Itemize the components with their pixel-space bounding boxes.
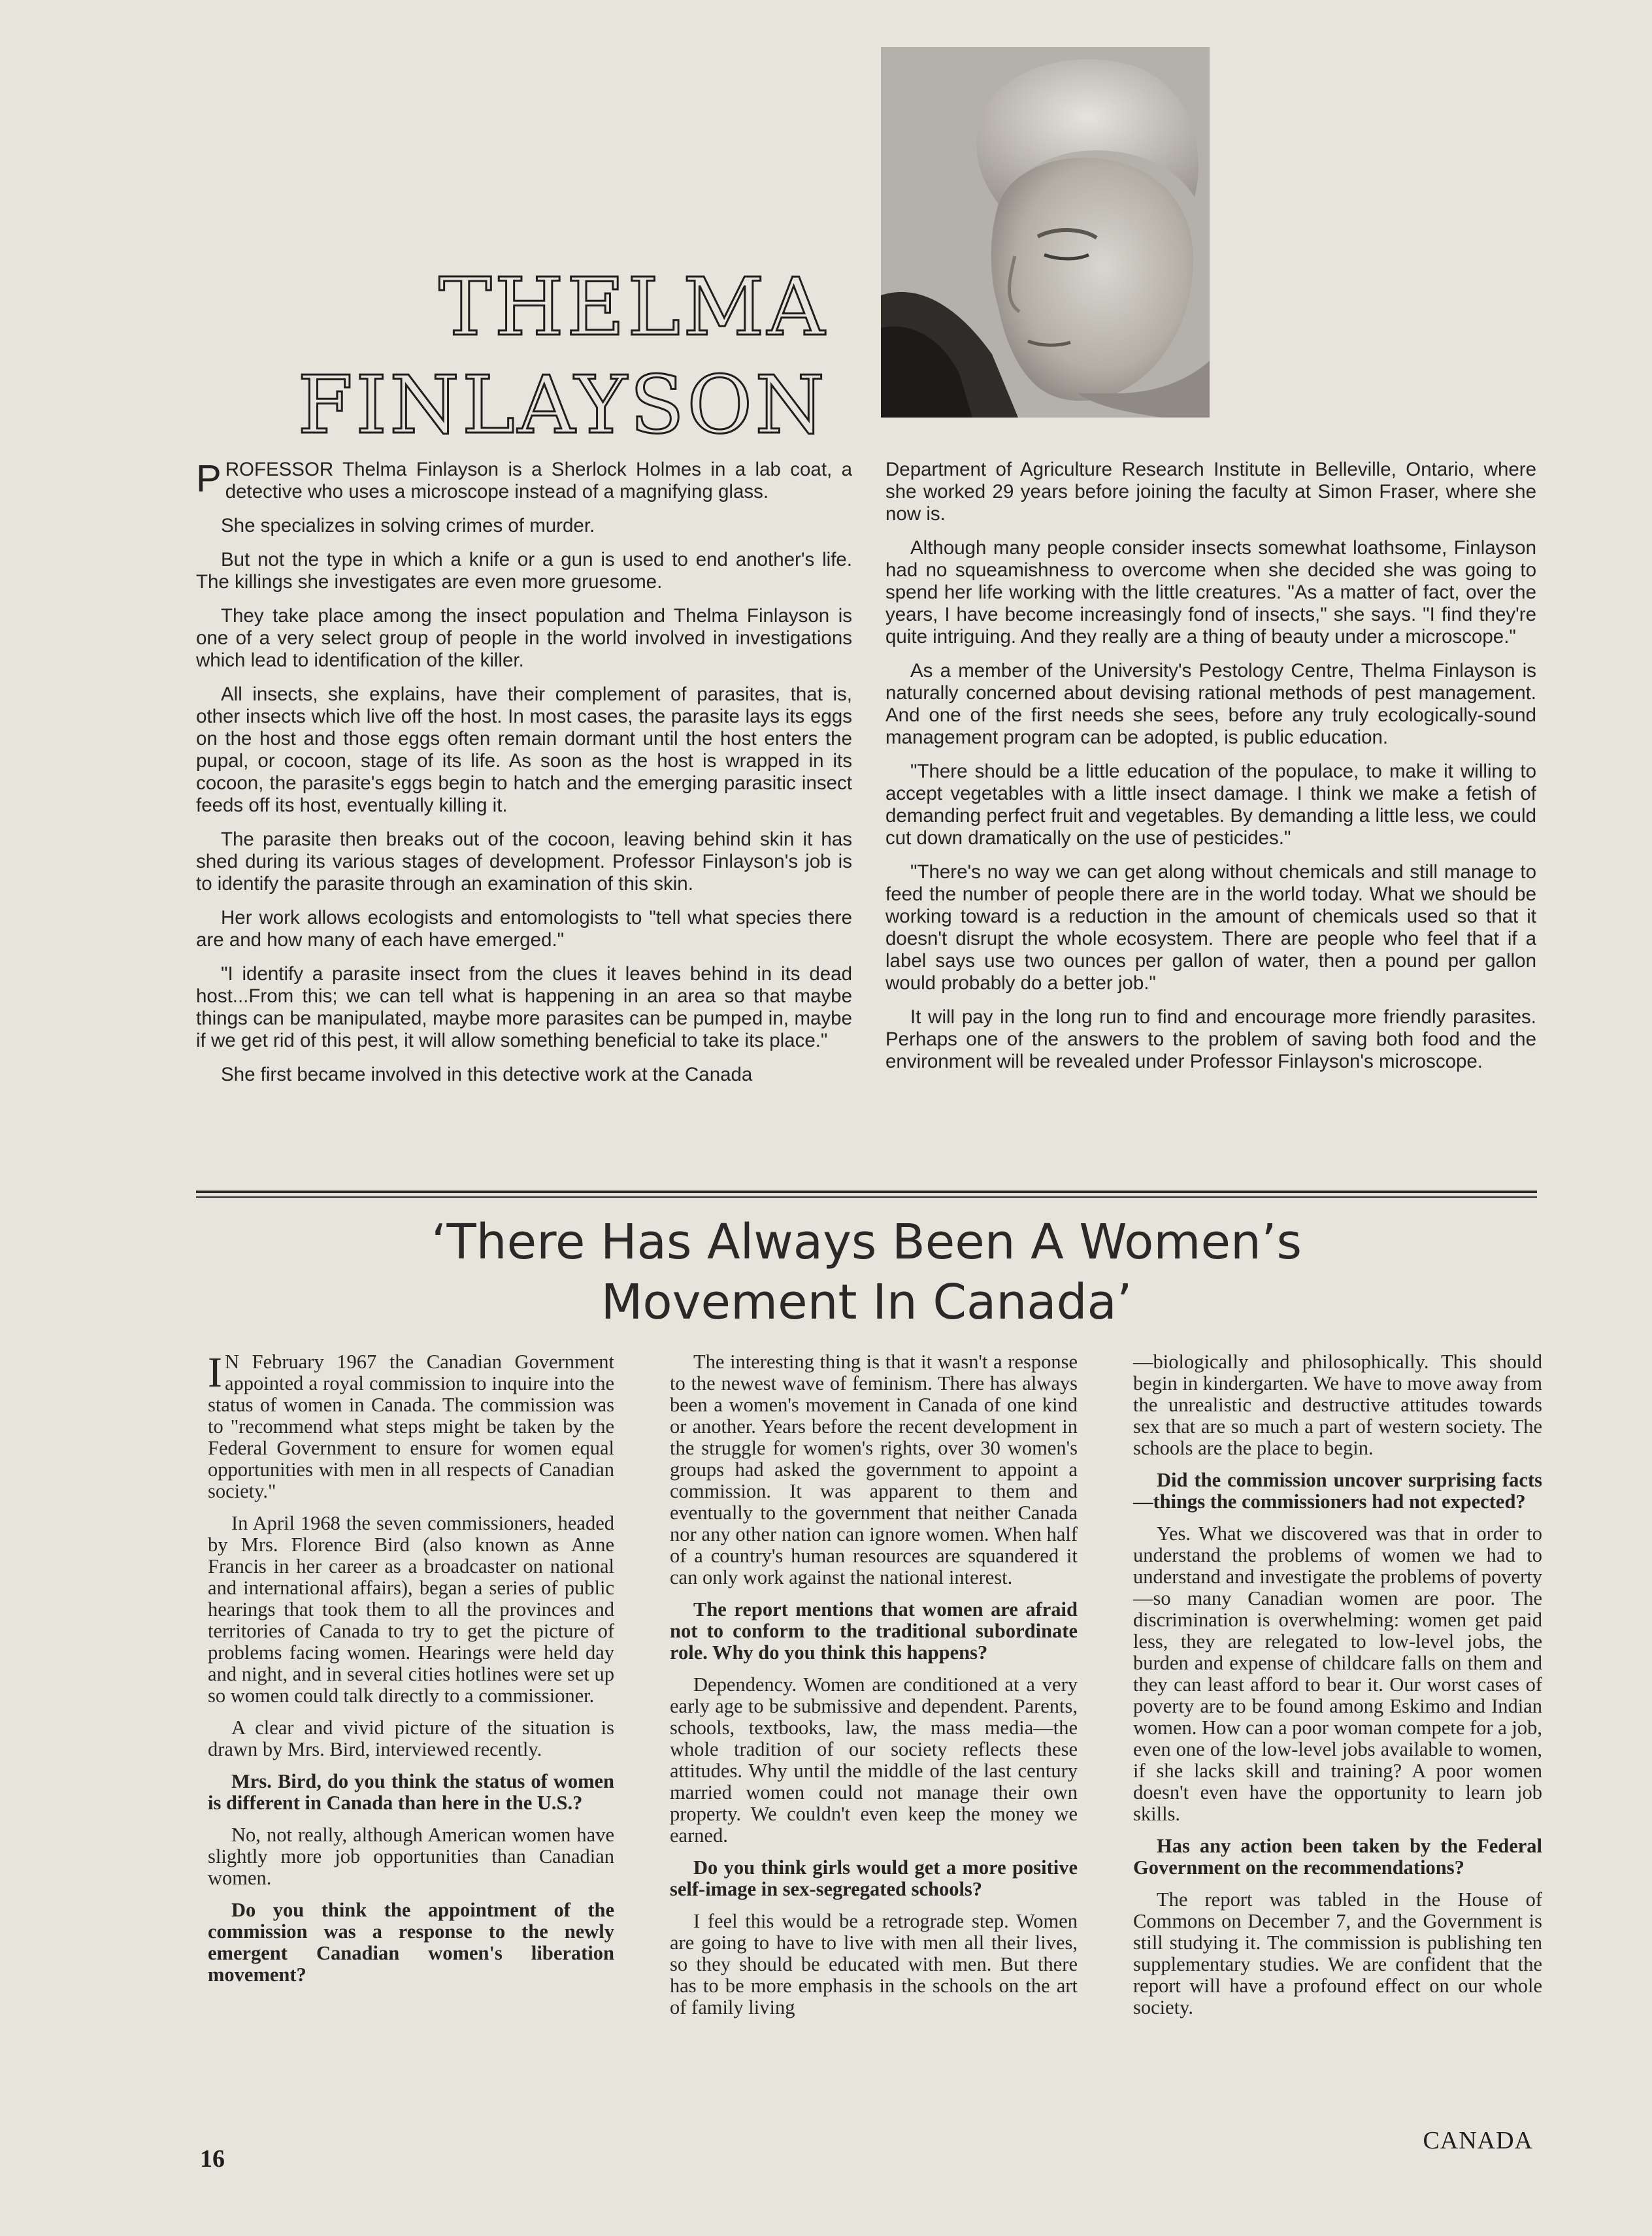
paragraph: They take place among the insect population and Thelma Finlayson is one of a very select group of people in the world involved in investigations which lead to identification of the killer. [196, 605, 852, 671]
paragraph: Dependency. Women are conditioned at a very early age to be submissive and dependent. Parents, schools, textbooks, law, the mass media—the whole tradition of our society reflects these attitudes. Why until the middle of the last century married women could not manage their own property. We couldn't even keep the money we earned. [670, 1673, 1078, 1847]
paragraph: Although many people consider insects somewhat loathsome, Finlayson had no squeamishness to overcome when she decided she was going to spend her life working with the little creatures. "As a matter of fact, over the years, I have become increasingly fond of insects," she says. "I find they're quite intriguing. And they really are a thing of beauty under a microscope." [885, 537, 1536, 648]
interview-column-2 [670, 1351, 1078, 2029]
paragraph: But not the type in which a knife or a gun is used to end another's life. The killings she investigates are even more gruesome. [196, 549, 852, 593]
paragraph: Her work allows ecologists and entomologists to "tell what species there are and how many of each have emerged." [196, 907, 852, 951]
interview-question: Do you think girls would get a more positive self-image in sex-segregated schools? [670, 1856, 1078, 1900]
paragraph: It will pay in the long run to find and encourage more friendly parasites. Perhaps one of the answers to the problem of saving both food and the environment will be revealed under Professor Finlayson's microscope. [885, 1006, 1536, 1072]
interview-question: Did the commission uncover surprising facts—things the commissioners had not expected? [1133, 1469, 1542, 1513]
paragraph: The report was tabled in the House of Commons on December 7, and the Government is still studying it. The commission is publishing ten supplementary studies. We are confident that the report will have a profound effect on our whole society. [1133, 1888, 1542, 2018]
paragraph: She first became involved in this detective work at the Canada [221, 1064, 753, 1085]
interview-column-3 [1133, 1351, 1542, 2029]
headline-line2: Movement In Canada’ [601, 1274, 1132, 1330]
drop-cap: I [208, 1349, 222, 1396]
portrait-illustration [881, 47, 1210, 418]
footer-label: CANADA [1423, 2127, 1533, 2154]
paragraph: As a member of the University's Pestology Centre, Thelma Finlayson is naturally concerned about devising rational methods of pest management. And one of the first needs she sees, before any truly ecologically-sound management program can be adopted, is public education. [885, 660, 1536, 748]
paragraph: A clear and vivid picture of the situation is drawn by Mrs. Bird, interviewed recently. [208, 1717, 614, 1760]
paragraph: The interesting thing is that it wasn't a response to the newest wave of feminism. There has always been a women's movement in Canada of one kind or another. Years before the recent development in the struggle for women's rights, over 30 women's groups had asked the government to appoint a commission. It was apparent to them and eventually to the government that neither Canada nor any other nation can ignore women. When half of a country's human resources are squandered it can only work against the national interest. [670, 1351, 1078, 1588]
paragraph: The parasite then breaks out of the cocoon, leaving behind skin it has shed during its various stages of development. Professor Finlayson's job is to identify the parasite through an examination of this skin. [196, 829, 852, 895]
paragraph: PROFESSOR Thelma Finlayson is a Sherlock Holmes in a lab coat, a detective who uses a microscope instead of a magnifying glass. [196, 457, 852, 502]
paragraph: No, not really, although American women have slightly more job opportunities than Canadian women. [208, 1824, 614, 1889]
profile-title-line2: FINLAYSON [297, 359, 827, 452]
page-number: 16 [200, 2145, 225, 2173]
paragraph: I N February 1967 the Canadian Government appointed a royal commission to inquire into the status of women in Canada. The commission was to "recommend what steps might be taken by the Federal Government to ensure for women equal opportunities with men in all respects of Canadian society." [208, 1349, 614, 1502]
paragraph: —biologically and philosophically. This should begin in kindergarten. We have to move away from the unrealistic and destructive attitudes towards sex that are so much a part of western society. The schools are the place to begin. [1133, 1351, 1542, 1459]
paragraph: I feel this would be a retrograde step. Women are going to have to live with men all their lives, so they should be educated with men. But there has to be more emphasis in the schools on the art of family living [670, 1910, 1078, 2018]
interview-column-1 [208, 1351, 614, 1996]
profile-column-1 [196, 459, 852, 1098]
section-divider [196, 1191, 1537, 1193]
paragraph: "I identify a parasite insect from the clues it leaves behind in its dead host...From this; we can tell what is happening in an area so that maybe things can be manipulated, maybe more parasites can be pumped in, maybe if we get rid of this pest, it will allow something beneficial to take its place." [196, 963, 852, 1051]
paragraph: "There's no way we can get along without chemicals and still manage to feed the number of people there are in the world today. What we should be working toward is a reduction in the amount of chemicals used so that it doesn't disrupt the whole ecosystem. There are people who feel that if a label says use two ounces per gallon of water, then a pound per gallon would probably do a better job." [885, 861, 1536, 994]
interview-question: Mrs. Bird, do you think the status of women is different in Canada than here in the U.S.? [208, 1770, 614, 1814]
profile-title [297, 258, 827, 454]
interview-question: The report mentions that women are afraid not to conform to the traditional subordinate role. Why do you think this happens? [670, 1598, 1078, 1664]
section-divider-thin [196, 1196, 1537, 1198]
paragraph: Yes. What we discovered was that in order to understand the problems of women we had to understand and investigate the problems of poverty—so many Canadian women are poor. The discrimination is overwhelming: women get paid less, they are relegated to low-level jobs, the burden and expense of childcare falls on them and they can least afford to bear it. Our worst cases of poverty are to be found among Eskimo and Indian women. How can a poor woman compete for a job, even one of the low-level jobs available to women, if she lacks skill and training? A poor women doesn't even have the opportunity to learn job skills. [1133, 1522, 1542, 1825]
portrait-photo [881, 47, 1210, 418]
paragraph: All insects, she explains, have their complement of parasites, that is, other insects which live off the host. In most cases, the parasite lays its eggs on the host and those eggs often remain dormant until the host enters the pupal, or cocoon, stage of its life. As soon as the host is wrapped in its cocoon, the parasite's eggs begin to hatch and the emerging parasitic insect feeds off its host, eventually killing it. [196, 683, 852, 816]
headline-line1: ‘There Has Always Been A Women’s [431, 1214, 1302, 1270]
paragraph: Department of Agriculture Research Institute in Belleville, Ontario, where she worked 29 years before joining the faculty at Simon Fraser, where she now is. [885, 459, 1536, 525]
paragraph: "There should be a little education of the populace, to make it willing to accept vegetables with a little insect damage. I think we make a fetish of demanding perfect fruit and vegetables. By demanding a little less, we could cut down dramatically on the use of pesticides." [885, 761, 1536, 849]
paragraph: She specializes in solving crimes of murder. [221, 515, 595, 536]
profile-title-line1: THELMA [438, 261, 827, 353]
drop-cap: P [196, 457, 222, 500]
paragraph: In April 1968 the seven commissioners, headed by Mrs. Florence Bird (also known as Anne Francis in her career as a broadcaster on national and international affairs), began a series of public hearings that took them to all the provinces and territories of Canada to try to get the picture of problems facing women. Hearings were held day and night, and in several cities hotlines were set up so women could talk directly to a commissioner. [208, 1512, 614, 1707]
interview-question: Do you think the appointment of the commission was a response to the newly emergent Canadian women's liberation movement? [208, 1899, 614, 1986]
interview-headline [196, 1212, 1537, 1332]
interview-question: Has any action been taken by the Federal Government on the recommendations? [1133, 1835, 1542, 1879]
profile-column-2 [885, 459, 1536, 1085]
